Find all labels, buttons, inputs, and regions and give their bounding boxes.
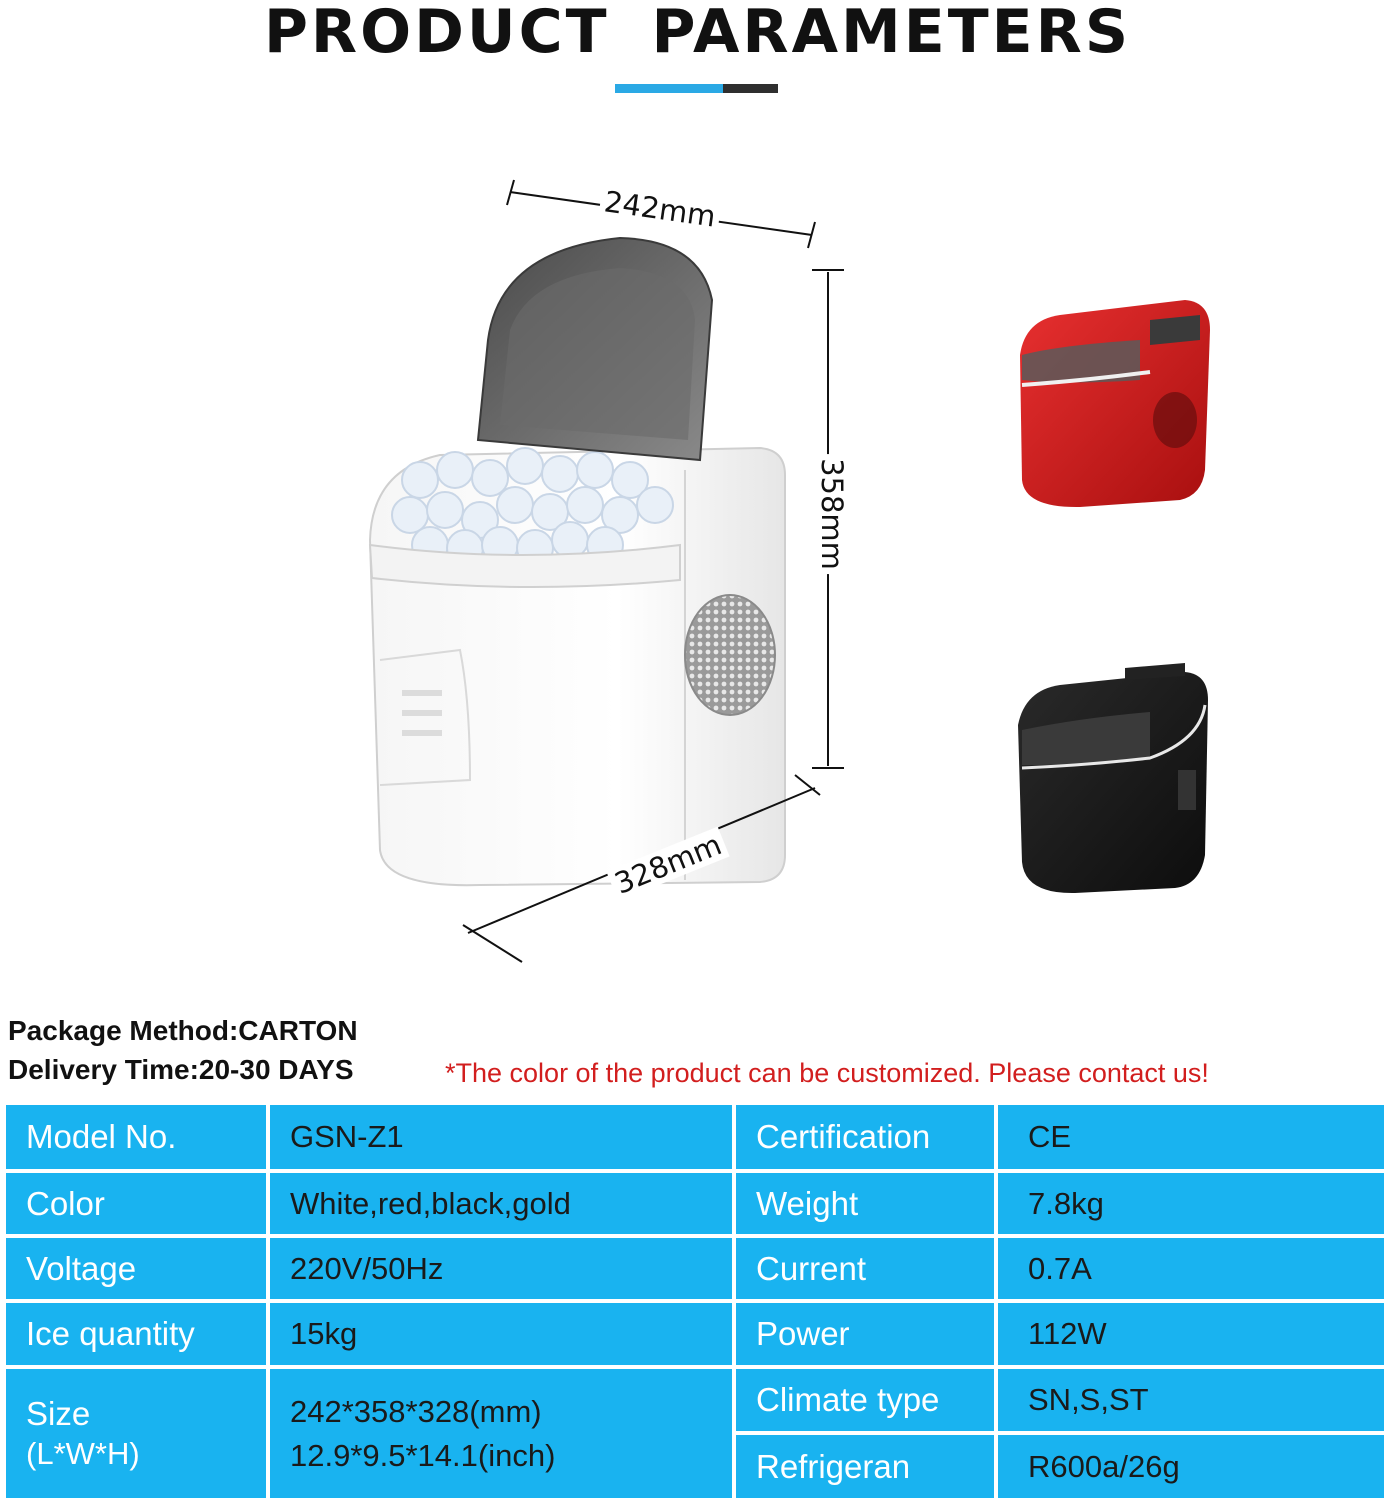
label-certification: Certification [756, 1118, 931, 1155]
value-size [270, 1369, 732, 1498]
value-color: White,red,black,gold [290, 1185, 571, 1221]
dimension-height-label: 358mm [816, 454, 848, 574]
value-size-mm: 242*358*328(mm) [290, 1393, 542, 1429]
value-model: GSN-Z1 [290, 1119, 404, 1154]
label-ice-quantity: Ice quantity [26, 1315, 195, 1352]
value-refrigerant: R600a/26g [1028, 1448, 1180, 1484]
value-size-inch: 12.9*9.5*14.1(inch) [290, 1437, 556, 1473]
value-current: 0.7A [1028, 1250, 1092, 1286]
dimension-depth-label: 328mm [606, 827, 729, 902]
spec-table [6, 1105, 1384, 1498]
white-ice-maker-image [370, 238, 785, 885]
value-climate-type: SN,S,ST [1028, 1382, 1149, 1417]
label-current: Current [756, 1249, 867, 1287]
label-size-sub: (L*W*H) [26, 1435, 140, 1471]
value-power: 112W [1028, 1316, 1107, 1351]
value-certification: CE [1028, 1119, 1072, 1154]
label-model: Model No. [26, 1118, 177, 1155]
value-voltage: 220V/50Hz [290, 1250, 444, 1286]
label-voltage: Voltage [26, 1249, 137, 1287]
package-method-text: Package Method:CARTON [8, 1015, 358, 1046]
red-ice-maker-image [1020, 300, 1210, 507]
label-power: Power [756, 1315, 850, 1352]
black-ice-maker-image [1018, 663, 1208, 893]
label-climate-type: Climate type [756, 1381, 940, 1418]
page-title: PRODUCT PARAMETERS [263, 0, 1132, 67]
delivery-time-text: Delivery Time:20-30 DAYS [8, 1054, 354, 1085]
label-refrigerant: Refrigeran [756, 1447, 911, 1485]
value-weight: 7.8kg [1028, 1185, 1104, 1221]
label-color: Color [26, 1184, 105, 1222]
label-size-main: Size [26, 1394, 91, 1432]
customization-note: *The color of the product can be customized. Please contact us! [445, 1058, 1209, 1088]
label-size [6, 1369, 266, 1498]
label-weight: Weight [756, 1184, 859, 1222]
value-ice-quantity: 15kg [290, 1316, 358, 1351]
dimension-width-label: 242mm [598, 185, 721, 233]
